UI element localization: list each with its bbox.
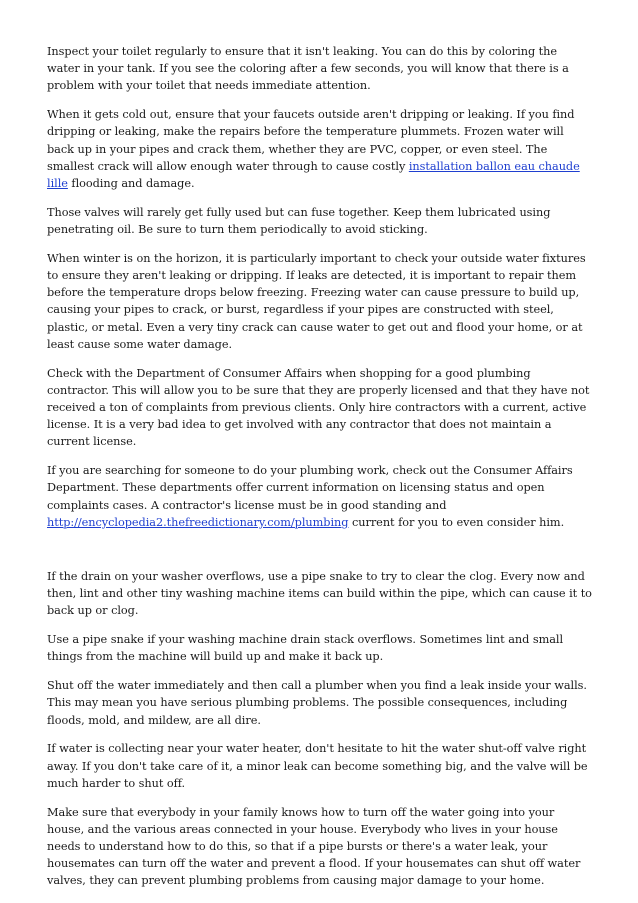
paragraph-toilet-inspection: Inspect your toilet regularly to ensure that it isn't leaking. You can do this by coloring the water in your tank. If you see the coloring after a few seconds, you will know that there is a problem with your toilet that needs immediate attention.: [47, 45, 569, 93]
paragraph-text: current for you to even consider him.: [348, 515, 565, 529]
paragraph-water-heater: If water is collecting near your water heater, don't hesitate to hit the water shut-off valve right away. If you don't take care of it, a minor leak can become something big, and the valve will be much harder to shut off.: [47, 742, 588, 790]
encyclopedia-link[interactable]: http://encyclopedia2.thefreedictionary.com/plumbing: [47, 515, 349, 529]
paragraph-wall-leak: Shut off the water immediately and then call a plumber when you find a leak inside your walls. This may mean you have serious plumbing problems. The possible consequences, including floods, mold, and mildew, are all dire.: [47, 679, 587, 727]
paragraph-winter-fixtures: When winter is on the horizon, it is particularly important to check your outside water fixtures to ensure they aren't leaking or dripping. If leaks are detected, it is important to repair them before the temperature drops below freezing. Freezing water can cause pressure to build up, causing your pipes to crack, or burst, regardless if your pipes are constructed with steel, plastic, or metal. Even a very tiny crack can cause water to get out and flood your home, or at least cause some water damage.: [47, 251, 586, 351]
document-page: [47, 43, 593, 901]
paragraph-family-shutoff: Make sure that everybody in your family knows how to turn off the water going into your house, and the various areas connected in your house. Everybody who lives in your house needs to understand how to do this, so that if a pipe bursts or there's a water leak, your housemates can turn off the water and prevent a flood. If your housemates can shut off water valves, they can prevent plumbing problems from causing major damage to your home.: [47, 805, 581, 888]
paragraph-outside-faucets: [47, 106, 593, 192]
paragraph-contractor-search: [47, 462, 593, 531]
paragraph-consumer-affairs: Check with the Department of Consumer Affairs when shopping for a good plumbing contractor. This will allow you to be sure that they are properly licensed and that they have not received a ton of complaints from previous clients. Only hire contractors with a current, active license. It is a very bad idea to get involved with any contractor that does not maintain a current license.: [47, 366, 590, 449]
paragraph-valves: Those valves will rarely get fully used but can fuse together. Keep them lubricated using penetrating oil. Be sure to turn them periodically to avoid sticking.: [47, 205, 551, 237]
paragraph-pipe-snake: Use a pipe snake if your washing machine drain stack overflows. Sometimes lint and small things from the machine will build up and make it back up.: [47, 633, 564, 664]
paragraph-text: flooding and damage.: [67, 177, 195, 191]
paragraph-text: If you are searching for someone to do your plumbing work, check out the Consumer Affairs Department. These departments offer current information on licensing status and open complaints cases. A contractor's license must be in good standing and: [47, 464, 573, 512]
installation-link[interactable]: installation ballon eau chaude lille: [47, 159, 580, 191]
paragraph-text: When it gets cold out, ensure that your faucets outside aren't dripping or leaking. If you find dripping or leaking, make the repairs before the temperature plummets. Frozen water will back up in your pipes and crack them, whether they are PVC, copper, or even steel. The smallest crack will allow enough water through to cause costly: [47, 108, 575, 173]
paragraph-washer-drain: If the drain on your washer overflows, use a pipe snake to try to clear the clog. Every now and then, lint and other tiny washing machine items can build within the pipe, which can cause it to back up or clog.: [47, 570, 592, 618]
